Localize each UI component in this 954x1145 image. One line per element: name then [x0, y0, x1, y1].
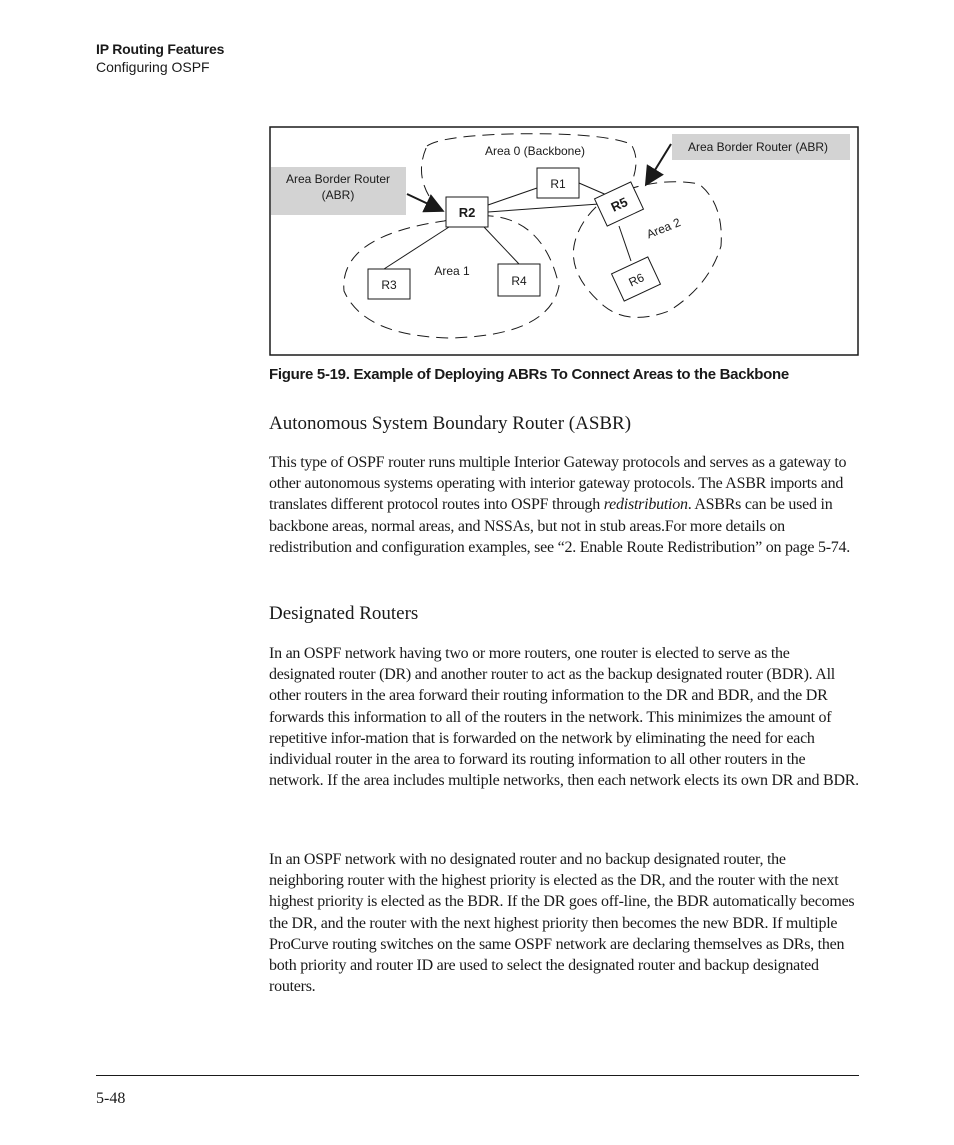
asbr-paragraph: [269, 452, 859, 558]
router-r1-label: R1: [550, 177, 566, 191]
abr-left-line2: (ABR): [321, 188, 355, 202]
figure-border: [270, 127, 858, 355]
designated-routers-heading: Designated Routers: [269, 603, 419, 624]
asbr-text-before: This type of OSPF router runs multiple Interior Gateway protocols and serves as a gateway to other autonomous systems operating with interior gateway protocols. The ASBR imports and translates different protocol routes into OSPF through: [269, 454, 847, 514]
dr-paragraph-1: In an OSPF network having two or more routers, one router is elected to serve as the designated router (DR) and another router to act as the backup designated router (BDR). All other routers in the area forward their routing information to the DR and BDR, and the DR forwards this information to all of the routers in the network. This minimizes the amount of repetitive infor-mation that is forwarded on the network by eliminating the need for each individual router in the area to forward its routing information to all other routers in the network. If the area includes multiple networks, then each network elects its own DR and BDR.: [269, 645, 859, 790]
asbr-heading: Autonomous System Boundary Router (ASBR): [269, 413, 632, 434]
ospf-area-diagram: [269, 126, 859, 356]
router-r5-label: R5: [608, 194, 630, 215]
running-header-title: IP Routing Features: [96, 41, 225, 57]
asbr-text-after: . ASBRs can be used in backbone areas, normal areas, and NSSAs, but not in stub areas.For more details on redistribution and configuration examples, see “2. Enable Route Redistribution” on page 5-74.: [269, 496, 851, 556]
area0-label: Area 0 (Backbone): [484, 144, 586, 158]
abr-left-line1: Area Border Router: [285, 172, 391, 186]
figure-caption: Figure 5-19. Example of Deploying ABRs To Connect Areas to the Backbone: [269, 366, 789, 383]
abr-right-label: Area Border Router (ABR): [687, 140, 829, 154]
dr-paragraph-2: In an OSPF network with no designated router and no backup designated router, the neighboring router with the highest priority is elected as the DR, and the router with the next highest priority is elected as the BDR. If the DR goes off-line, the BDR automatically becomes the DR, and the router with the next highest priority then becomes the new BDR. If multiple ProCurve routing switches on the same OSPF network are declaring themselves as DRs, then both priority and router ID are used to select the designated router and backup designated routers.: [269, 851, 855, 996]
redistribution-term: redistribution: [603, 496, 688, 514]
page-number: 5-48: [96, 1090, 126, 1107]
router-r3-label: R3: [381, 278, 397, 292]
running-header-subtitle: Configuring OSPF: [96, 59, 210, 75]
router-r4-label: R4: [511, 274, 527, 288]
router-r6-label: R6: [626, 270, 647, 290]
area1-label: Area 1: [434, 264, 470, 278]
footer-rule: [96, 1075, 859, 1076]
router-r2-label: R2: [458, 205, 476, 220]
area2-label: Area 2: [644, 215, 683, 242]
